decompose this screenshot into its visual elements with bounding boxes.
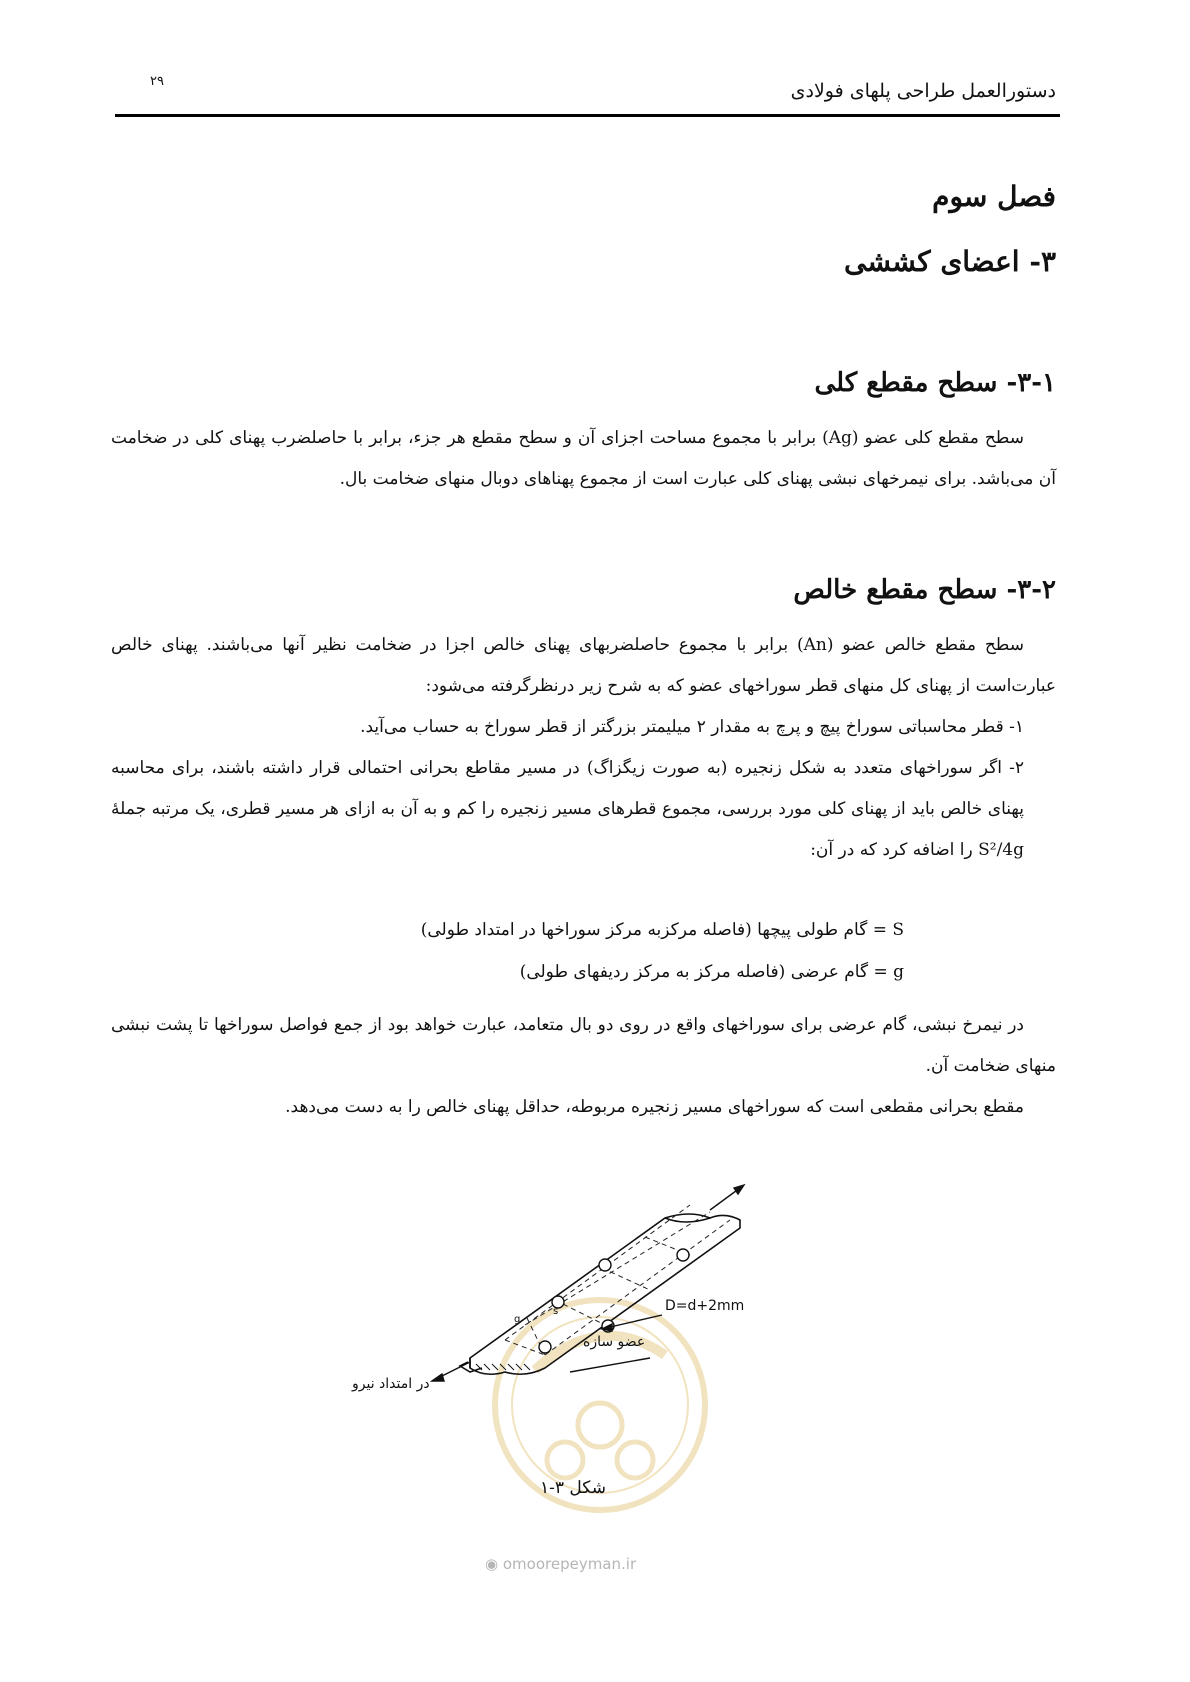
figure-label-g: g <box>514 1314 521 1325</box>
list-item-1 <box>111 707 1024 748</box>
figure-label-s: s <box>553 1306 559 1317</box>
figure-caption: شکل ۳-۱ <box>540 1478 606 1498</box>
list-item-1-text: قطر محاسباتی سوراخ پیچ و پرچ به مقدار ۲ میلیمتر بزرگتر از قطر سوراخ به حساب می‌آید. <box>360 717 1004 737</box>
paragraph-angle-gauge: در نیمرخ نبشی، گام عرضی برای سوراخهای واقع در روی دو بال متعامد، عبارت خواهد بود از جمع فواصل سوراخها تا پشت نبشی منهای ضخامت آن. <box>111 1015 1056 1076</box>
running-header-title: دستورالعمل طراحی پلهای فولادی <box>790 80 1056 102</box>
chapter-subtitle: ۳- اعضای کششی <box>843 245 1056 278</box>
figure-label-force-direction: در امتداد نیرو <box>352 1376 430 1392</box>
section-heading-net-area: ۳-۲- سطح مقطع خالص <box>793 575 1056 605</box>
figure-label-member: عضو سازه <box>583 1334 646 1350</box>
page-number: ۲۹ <box>150 74 164 89</box>
list-item-2 <box>111 748 1024 871</box>
figure-label-diameter: D=d+2mm <box>665 1298 745 1314</box>
definition-s: S = گام طولی پیچها (فاصله مرکزبه مرکز سوراخها در امتداد طولی) <box>420 920 904 940</box>
list-item-2-text: اگر سوراخهای متعدد به شکل زنجیره (به صورت زیگزاگ) در مسیر مقاطع بحرانی احتمالی قرار داشته باشند، برای محاسبه پهنای خالص باید از پهنای کلی مورد بررسی، مجموع قطرهای مسیر زنجیره را کم و به آن به ازای هر مسیر قطری، یک مرتبه جملهٔ S²/4g را اضافه کرد که در آن: <box>111 758 1024 860</box>
paragraph-critical-section: مقطع بحرانی مقطعی است که سوراخهای مسیر زنجیره مربوطه، حداقل پهنای خالص را به دست می‌دهد. <box>285 1097 1024 1117</box>
paragraph-net-area: سطح مقطع خالص عضو (An) برابر با مجموع حاصلضربهای پهنای خالص اجزا در ضخامت نظیر آنها می‌باشند. پهنای خالص عبارت‌است از پهنای کل منهای قطر سوراخهای عضو که به شرح زیر درنظرگرفته می‌شود: <box>111 635 1056 696</box>
list-item-1-marker: ۱- <box>1009 717 1024 737</box>
paragraph-gross-area: سطح مقطع کلی عضو (Ag) برابر با مجموع مساحت اجزای آن و سطح مقطع هر جزء، برابر با حاصلضرب پهنای کلی در ضخامت آن می‌باشد. برای نیمرخهای نبشی پهنای کلی عبارت است از مجموع پهناهای دوبال منهای ضخامت بال. <box>111 428 1056 489</box>
chapter-title: فصل سوم <box>932 180 1056 213</box>
figure-staggered-holes <box>320 1140 860 1570</box>
section-heading-gross-area: ۳-۱- سطح مقطع کلی <box>814 368 1056 398</box>
definition-g: g = گام عرضی (فاصله مرکز به مرکز ردیفهای طولی) <box>519 962 904 982</box>
header-divider <box>115 114 1060 117</box>
watermark-url: ◉ omoorepeyman.ir <box>485 1555 637 1573</box>
list-item-2-marker: ۲- <box>1009 758 1024 778</box>
watermark-url-text: omoorepeyman.ir <box>502 1555 637 1573</box>
